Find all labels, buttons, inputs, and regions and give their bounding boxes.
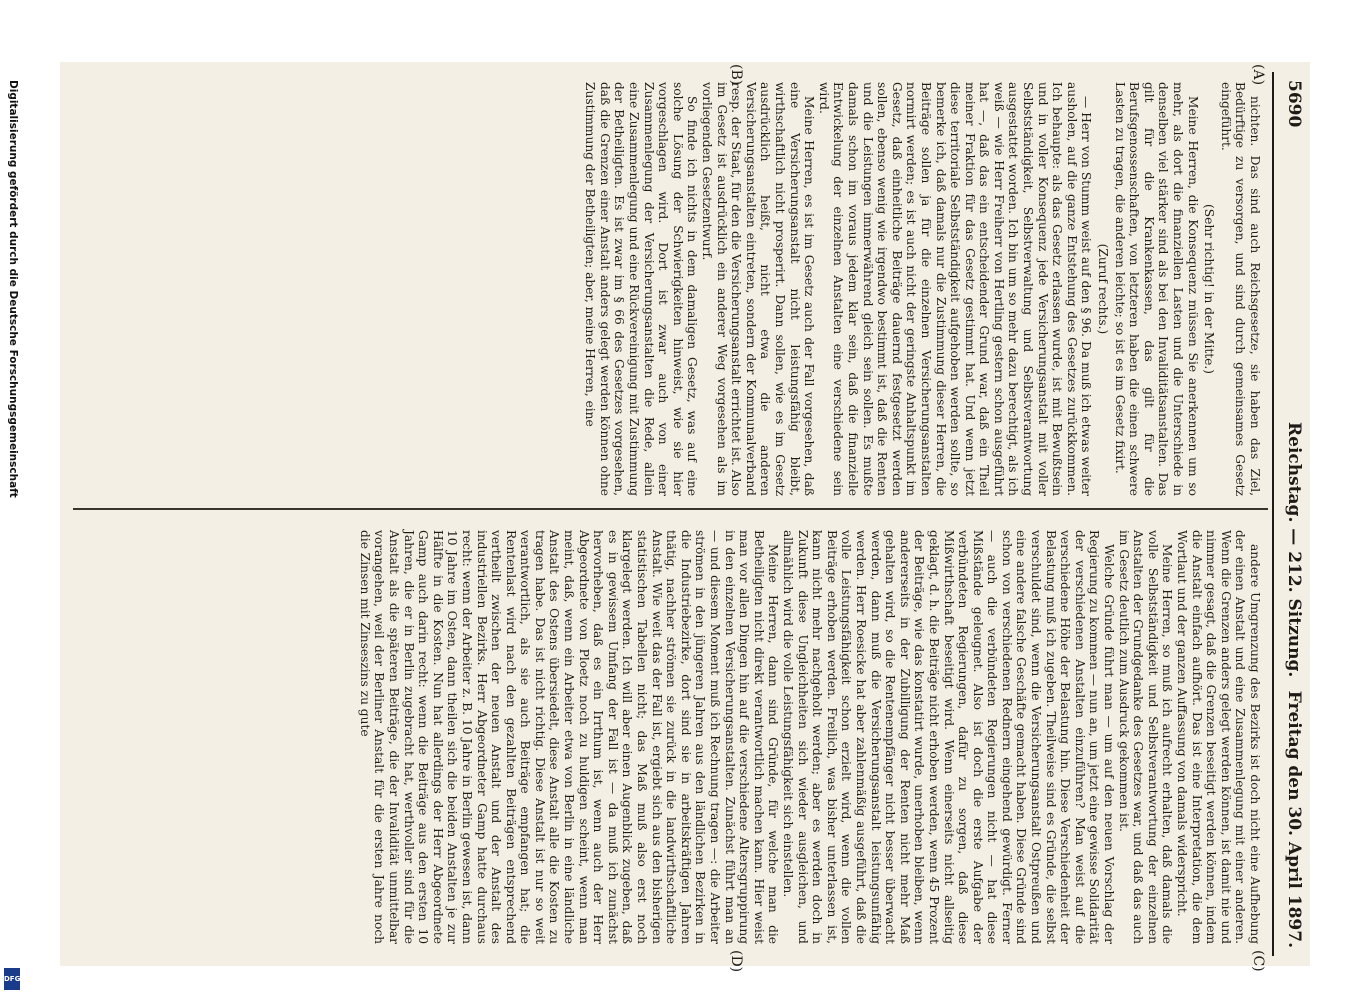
- paragraph: So finde ich nichts in dem damaligen Gesetz, was auf eine solche Lösung der Schwierigkeiten hinweist, wie sie hier vorgeschlagen wird. Dort ist zwar auch von einer Zusammenlegung der Versicherungsanstalten die Rede, allein eine Zusammenlegung und eine Rückvereinigung mit Zustimmung der Betheiligten. Es ist zwar im § 66 des Gesetzes vorgesehen, daß die Grenzen einer Anstalt anders gelegt werden können ohne Zustimmung der Betheiligten; aber, meine Herren, eine: [583, 82, 700, 496]
- interjection: (Zuruf rechts.): [1096, 243, 1111, 335]
- margin-marker-d: (D): [728, 950, 744, 973]
- dfg-logo: DFG: [4, 968, 20, 990]
- paragraph: andere Umgrenzung des Bezirks ist doch nicht eine Aufhebung der einen Anstalt und eine Zusammenlegung mit einer anderen. Wenn die Grenzen anders gelegt werden können, ist damit nie und nimmer gesagt, daß die Grenzen beseitigt werden können, indem die Anstalt einfach aufhört. Das ist eine Interpretation, die dem Wortlaut und der ganzen Auffassung von damals widerspricht.: [1175, 530, 1262, 944]
- margin-marker-b: (B): [728, 64, 744, 86]
- newspaper-page: [60, 62, 1310, 973]
- digitization-credit: [2, 40, 24, 1000]
- paragraph: Meine Herren, dann sind Gründe, für welche man die Betheiligten nicht direkt verantwortlich machen kann. Hier weist man vor allen Dingen hin auf die verschiedene Altersgruppirung in den einzelnen Versicherungsanstalten. Zunächst führt man an — und diesem Moment muß ich Rechnung tragen —: die Arbeiter strömen in den jüngeren Jahren aus den ländlichen Bezirken in die Industriebezirke, dort sind sie in arbeitskräftigen Jahren thätig, nachher strömen sie zurück in die landwirthschaftliche Anstalt. Wie weit das der Fall ist, ergiebt sich aus den bisherigen statistischen Tabellen nicht; das Maß muß also erst noch klargelegt werden. Ich will aber einen Augenblick zugeben, daß es in gewissem Umfang der Fall ist — da muß ich zunächst hervorheben, daß es ein Irrthum ist, wenn auch der Herr Abgeordnete von Ploetz noch zu huldigen scheint, wenn man meint, daß, wenn ein Arbeiter etwa von Berlin in eine ländliche Anstalt des Ostens übersiedelt, diese Anstalt alle die Kosten zu tragen habe. Das ist nicht richtig. Diese Anstalt ist nur so weit verantwortlich, als sie auch Beiträge empfangen hat; die Rentenlast wird nach den gezahlten Beiträgen entsprechend vertheilt zwischen der neuen Anstalt und der Anstalt des industriellen Bezirks. Herr Abgeordneter Gamp hatte durchaus recht: wenn der Arbeiter z. B. 10 Jahre in Berlin gewesen ist, dann 10 Jahre im Osten, dann theilen sich die beiden Anstalten je zur Hälfte in die Kosten. Nun hat allerdings der Herr Abgeordnete Gamp auch darin recht: wenn die Beiträge aus den ersten 10 Jahren, die er in Berlin zugebracht hat, werthvoller sind für die Anstalt als die späteren Beiträge, die der Invalidität unmittelbar vorangehen, weil der Berliner Anstalt für die ersten Jahre noch die Zinsen mit Zinseszins zu gute: [357, 530, 781, 944]
- interjection: (Sehr richtig! in der Mitte.): [1202, 204, 1217, 374]
- credit-text: Digitalisierung gefördert durch die Deutsche Forschungsgemeinschaft: [7, 80, 19, 498]
- paragraph: Meine Herren, die Konsequenz müssen Sie anerkennen um so mehr, als dort die finanziellen Lasten und die Unterschiede in denselben viel stärker sind als bei den Invaliditätsanstalten. Das gilt für die Krankenkassen, das gilt für die Berufsgenossenschaften, von letzteren haben die einen schwere Lasten zu tragen, die anderen leichte; so ist es im Gesetz fixirt.: [1112, 82, 1200, 496]
- page-content: [60, 62, 1310, 973]
- page-header: [1274, 62, 1304, 966]
- paragraph: Meine Herren, es ist im Gesetz auch der Fall vorgesehen, daß eine Versicherungsanstalt nicht leistungsfähig bleibt, wirthschaftlich nicht prosperirt. Dann sollen, wie es im Gesetz ausdrücklich heißt, nicht etwa die anderen Versicherungsanstalten eintreten, sondern der Kommunalverband resp. der Staat, für den die Versicherungsanstalt errichtet ist. Also im Gesetz ist ausdrücklich ein anderer Weg vorgesehen als im vorliegenden Gesetzentwurf.: [700, 82, 817, 496]
- column-divider: [73, 508, 1268, 510]
- page-number: 5690: [1284, 80, 1304, 128]
- margin-marker-c: (C): [1250, 950, 1266, 972]
- paragraph: Welche Gründe führt man — um auf den neuen Vorschlag der Regierung zu kommen — nun an, um jetzt eine gewisse Solidarität der verschiedenen Anstalten einzuführen? Man weist auf die verschiedene Höhe der Belastung hin. Diese Verschiedenheit der Belastung muß ich zugeben. Theilweise sind es Gründe, die selbst verschuldet sind, wenn die Versicherungsanstalt Ostpreußen und eine andere falsche Geschäfte gemacht haben. Diese Gründe sind schon von verschiedenen Rednern eingehend gewürdigt. Ferner — auch die verbündeten Regierungen nicht — hat diese Mißstände geleugnet. Also ist doch die erste Aufgabe der verbündeten Regierungen, dafür zu sorgen, daß diese Mißwirthschaft beseitigt wird. Wenn einerseits nicht allseitig geklagt, d. h. die Beiträge nicht erhoben werden, wenn 45 Prozent der Beiträge, wie das konstatirt wurde, unerhoben bleiben, wenn andererseits in der Zubilligung der Renten nicht mehr Maß gehalten wird, so die Rentenempfänger nicht besser überwacht werden, dann muß die Versicherungsanstalt leistungsunfähig werden. Herr Roesicke hat aber zahlenmäßig ausgeführt, daß die volle Leistungsfähigkeit schon erzielt wird, wenn die vollen Beiträge erhoben werden. Freilich, was bisher unterlassen ist, kann nicht mehr nachgeholt werden; aber es werden doch in Zukunft diese Ungleichheiten sich wieder ausgleichen, und allmählich wird die volle Leistungsfähigkeit sich einstellen.: [781, 530, 1117, 944]
- paragraph: nichten. Das sind auch Reichsgesetze, sie haben das Ziel, Bedürftige zu versorgen, und sind durch gemeinsames Gesetz eingeführt.: [1218, 82, 1262, 496]
- session-date: Freitag den 30. April 1897.: [1284, 690, 1304, 948]
- margin-marker-a: (A): [1250, 64, 1266, 86]
- right-text-column: [357, 530, 1262, 944]
- session-title: Reichstag. — 212. Sitzung.: [1284, 422, 1304, 678]
- header-rule: [1272, 72, 1274, 956]
- left-text-column: [583, 82, 1262, 496]
- paragraph: — Herr von Stumm weist auf den § 96. Da muß ich etwas weiter ausholen, auf die ganze Entstehung des Gesetzes zurückkommen. Ich behaupte: als das Gesetz erlassen wurde, ist mit Bewußtsein und in voller Konsequenz jede Versicherungsanstalt mit voller Selbstständigkeit, Selbstverwaltung und Selbstverantwortung ausgestattet worden. Ich bin um so mehr dazu berechtigt, als ich weiß — wie Herr Freiherr von Hertling gestern schon ausgeführt hat —, daß das ein entscheidender Grund war, daß ein Theil meiner Fraktion für das Gesetz gestimmt hat. Und wenn jetzt diese territoriale Selbstständigkeit aufgehoben werden sollte, so bemerke ich, daß damals nur die Zustimmung dieser Herren, die Beiträge sollen ja für die einzelnen Versicherungsanstalten normirt werden; es ist auch nicht der geringste Anhaltspunkt im Gesetz, daß einheitliche Beiträge dauernd festgesetzt werden sollen, ebenso wenig wie irgendwo bestimmt ist, daß die Renten und die Leistungen immerwährend gleich sein sollen. Es mußte damals schon im voraus jedem klar sein, daß die finanzielle Entwickelung der einzelnen Anstalten eine verschiedene sein wird.: [816, 82, 1094, 496]
- paragraph: Meine Herren, so muß ich aufrecht erhalten, daß damals die volle Selbstständigkeit und Selbstverantwortung der einzelnen Anstalten der Grundgedanke des Gesetzes war, und daß das auch im Gesetz deutlich zum Ausdruck gekommen ist.: [1116, 530, 1175, 944]
